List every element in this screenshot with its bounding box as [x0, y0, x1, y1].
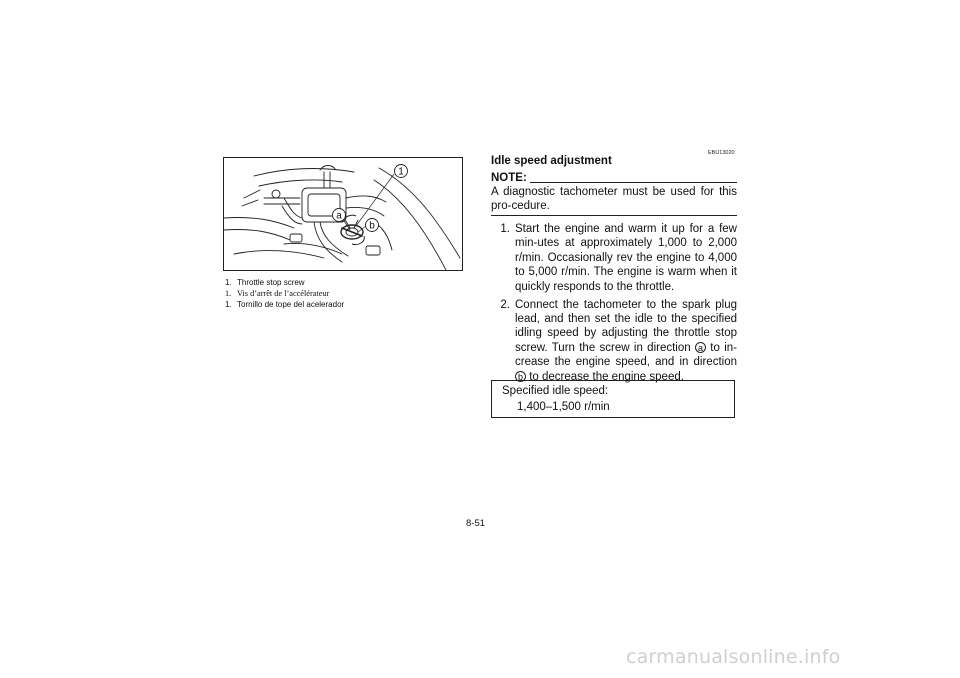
procedure-step	[491, 298, 737, 384]
caption-number: 1.	[225, 278, 232, 287]
caption-text: Throttle stop screw	[237, 278, 305, 287]
callout-1-label: 1	[398, 166, 404, 178]
callout-b-icon	[366, 219, 379, 232]
direction-b-icon: b	[515, 371, 526, 382]
watermark: carmanualsonline.info	[626, 646, 841, 668]
spec-label: Specified idle speed:	[502, 385, 609, 397]
caption-text: Tornillo de tope del acelerador	[237, 299, 345, 309]
callout-a-icon	[333, 209, 346, 222]
section-code: EBU13020	[708, 150, 735, 156]
spec-box	[491, 380, 735, 418]
step-text-part: Connect the tachometer to the spark plug lead, and then set the idle to the specified idling speed by adjusting the throttle stop screw. Turn the screw in direction	[515, 298, 737, 354]
page-number: 8-51	[466, 518, 486, 529]
procedure-steps	[491, 222, 737, 388]
section-title: Idle speed adjustment	[491, 155, 612, 167]
callout-1-icon	[395, 165, 408, 178]
step-text: Start the engine and warm it up for a few min-utes at approximately 1,000 to 2,000 r/min. Occasionally rev the engine to 4,000 to 5,000 r/min. The engine is warm when it quickly responds to the throttle.	[515, 223, 737, 293]
callout-a-label: a	[336, 210, 342, 222]
caption-number: 1.	[225, 288, 232, 298]
note-rule	[530, 182, 737, 183]
step-number: 1.	[500, 223, 510, 235]
step-text-part: to decrease the engine speed.	[529, 370, 684, 383]
step-text	[515, 298, 737, 384]
direction-a-icon: a	[695, 342, 706, 353]
engine-line-drawing	[224, 158, 463, 271]
step-number: 2.	[500, 298, 510, 311]
throttle-stop-screw-illustration	[223, 157, 463, 271]
caption-english	[225, 278, 465, 288]
step-text-part: to in-crease the engine speed, and in direction	[515, 341, 737, 369]
caption-spanish	[225, 300, 465, 310]
callout-b-label: b	[369, 220, 375, 232]
caption-french	[225, 289, 465, 299]
caption-number: 1.	[225, 299, 232, 309]
note-label: NOTE:	[491, 172, 527, 184]
note-end-rule	[491, 215, 737, 216]
caption-text: Vis d’arrêt de l’accélérateur	[237, 288, 330, 298]
figure-captions	[225, 278, 465, 311]
procedure-step	[491, 222, 737, 294]
spec-value: 1,400–1,500 r/min	[517, 401, 610, 413]
note-header	[491, 172, 737, 185]
note-text: A diagnostic tachometer must be used for this pro-cedure.	[491, 186, 737, 213]
